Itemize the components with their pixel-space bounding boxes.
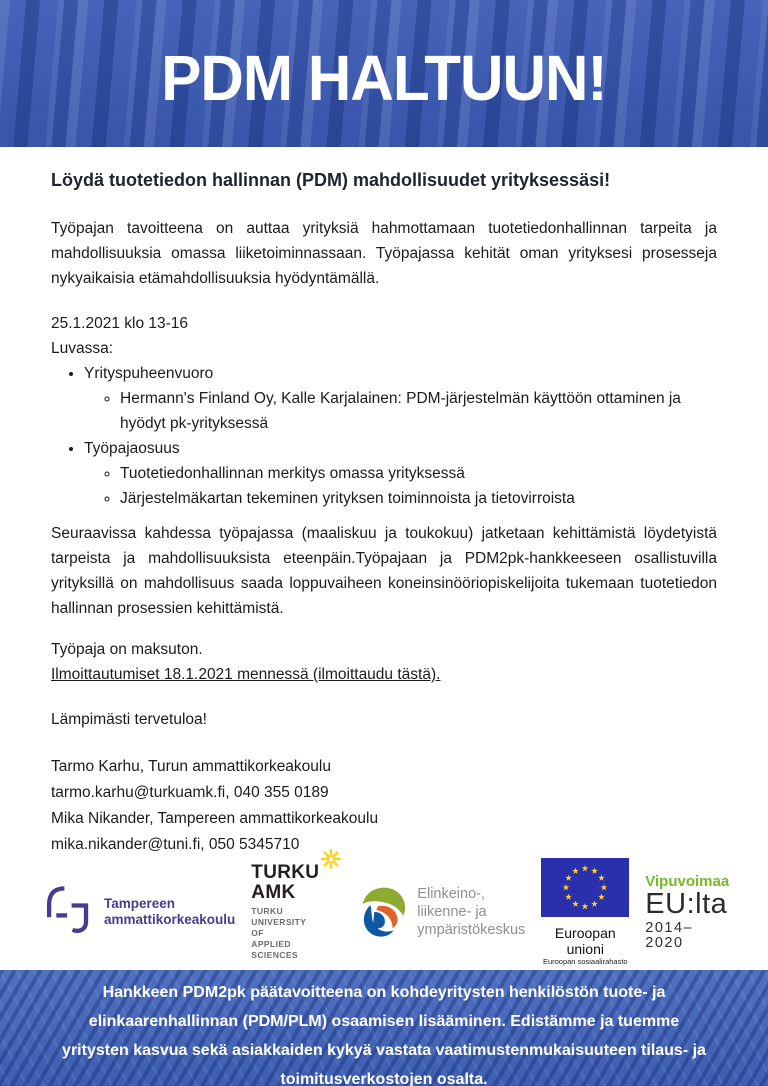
agenda-list [51, 361, 717, 511]
agenda-sublist [84, 386, 717, 436]
agenda-item [84, 436, 717, 511]
agenda-sublist [84, 461, 717, 511]
tamk-logo-text [104, 896, 235, 928]
main-content [0, 147, 768, 858]
ely-line2: ympäristökeskus [417, 922, 526, 938]
logo-ely [355, 883, 525, 942]
footer-banner [0, 970, 768, 1086]
agenda-subitem: ◦ Tuotetiedonhallinnan merkitys omassa yrityksessä [120, 461, 717, 486]
welcome-note: Lämpimästi tervetuloa! [51, 711, 207, 728]
signup-link[interactable]: Ilmoittautumiset 18.1.2021 mennessä (ilmoittaudu tästä). [51, 666, 441, 683]
page-title: PDM HALTUUN! [161, 41, 607, 114]
section-heading: Löydä tuotetiedon hallinnan (PDM) mahdollisuudet yrityksessäsi! [51, 170, 611, 190]
event-meta [51, 311, 717, 361]
event-date: 25.1.2021 klo 13-16 [51, 315, 189, 332]
agenda-subitem: ◦ Hermann's Finland Oy, Kalle Karjalainen: PDM-järjestelmän käyttöön ottaminen ja hyödyt pk-yrityksessä [120, 386, 717, 436]
tamk-line2: ammattikorkeakoulu [104, 912, 236, 927]
followup-paragraph: Seuraavissa kahdessa työpajassa (maaliskuu ja toukokuu) jatketaan kehittämistä löydetyistä tarpeista ja mahdollisuuksista eteenpäin.Työpajaan ja PDM2pk-hankkeeseen osallistuvilla yrityksillä on mahdollisuus saada loppuvaiheen koneinsinööriopiskelijoita tukemaan tuotetiedon hallinnan prosessien kehittämistä. [51, 525, 717, 617]
turku-title: TURKU AMK [251, 862, 320, 903]
vipuvoimaa-line2: EU:lta [645, 888, 728, 920]
turku-star-icon [319, 847, 343, 876]
ely-leaf-icon [355, 883, 409, 942]
vipuvoimaa-line1: Vipuvoimaa [645, 873, 730, 890]
contact-line: Mika Nikander, Tampereen ammattikorkeakoulu [51, 810, 379, 827]
agenda-label: Luvassa: [51, 340, 114, 357]
contact-line: mika.nikander@tuni.fi, 050 5345710 [51, 836, 300, 853]
contact-line: Tarmo Karhu, Turun ammattikorkeakoulu [51, 758, 331, 775]
logo-eu [541, 858, 629, 966]
tamk-line1: Tampereen [104, 896, 176, 911]
eu-caption: Euroopan unioni [554, 925, 616, 957]
tamk-brackets-icon [40, 883, 96, 942]
turku-subtitle [251, 906, 319, 961]
signup-block [51, 637, 717, 687]
footer-text: Hankkeen PDM2pk päätavoitteena on kohdeyritysten henkilöstön tuote- ja elinkaarenhallinnan (PDM/PLM) osaamisen lisääminen. Edistämme ja tuemme yritysten kasvua sekä asiakkaiden kykyä vastata vaatimustenmukaisuuteen tilaus- ja toimitusverkostojen osalta. [62, 984, 706, 1086]
intro-paragraph: Työpajan tavoitteena on auttaa yrityksiä hahmottamaan tuotetiedonhallinnan tarpeita ja mahdollisuuksia omassa liiketoiminnassaan. Työpajassa kehität oman yrityksesi prosesseja nykyaikaisia etämahdollisuuksia hyödyntämällä. [51, 220, 717, 287]
agenda-item-label: Yrityspuheenvuoro [84, 365, 214, 382]
turku-sub2: APPLIED SCIENCES [251, 939, 298, 960]
agenda-item [84, 361, 717, 436]
logo-tamk [40, 883, 235, 942]
hero-banner [0, 0, 768, 147]
ely-logo-text [417, 885, 525, 939]
ely-line1: Elinkeino-, liikenne- ja [417, 886, 487, 920]
eu-flag-icon [541, 904, 629, 921]
vipuvoimaa-line3: 2014–2020 [645, 920, 694, 951]
eu-subcaption: Euroopan sosiaalirahasto [542, 957, 628, 966]
logo-vipuvoimaa [645, 874, 729, 950]
free-note: Työpaja on maksuton. [51, 641, 203, 658]
agenda-subitem: ◦ Järjestelmäkartan tekeminen yrityksen toiminnoista ja tietovirroista [120, 486, 717, 511]
contact-block [51, 754, 717, 858]
logo-turku-amk [251, 863, 339, 961]
agenda-item-label: Työpajaosuus [84, 440, 180, 457]
partner-logos [0, 858, 768, 970]
contact-line: tarmo.karhu@turkuamk.fi, 040 355 0189 [51, 784, 329, 801]
turku-sub1: TURKU UNIVERSITY OF [251, 906, 307, 938]
